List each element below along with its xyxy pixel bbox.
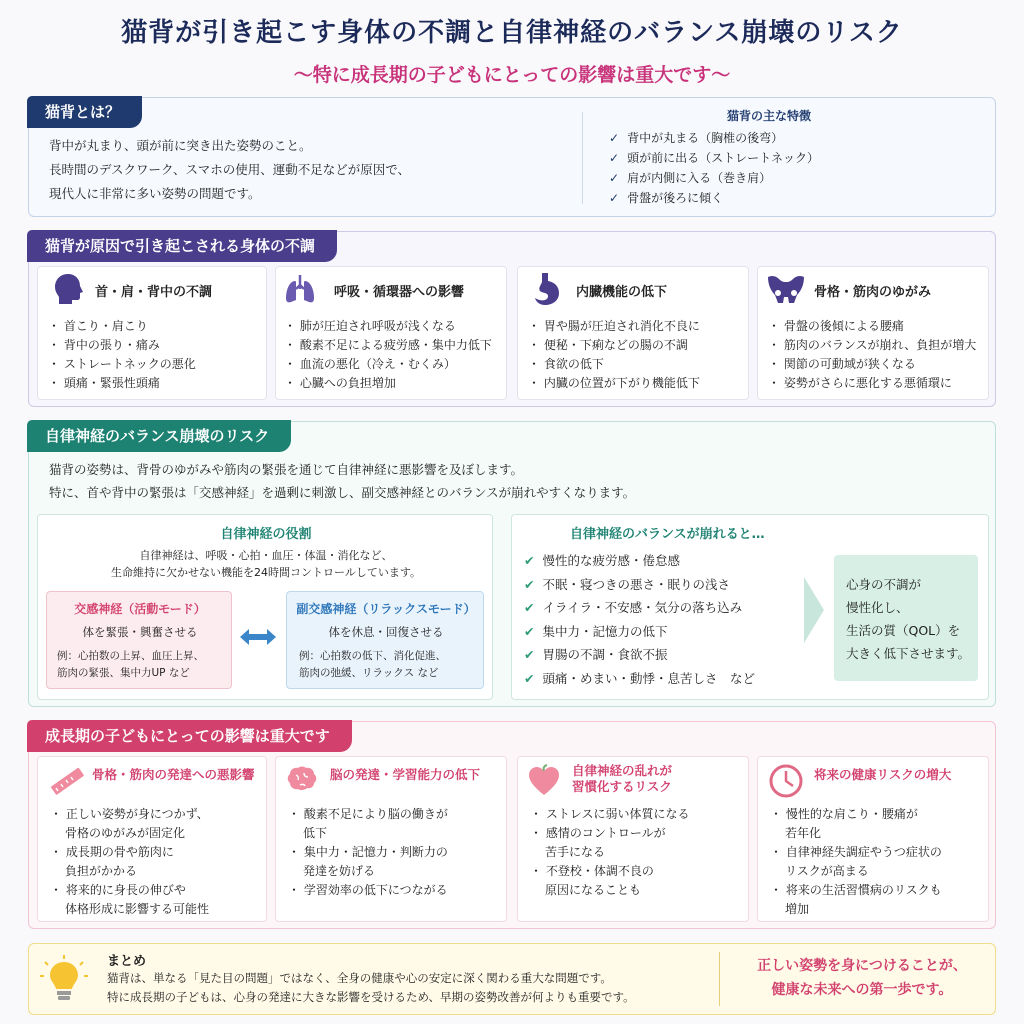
card-list bbox=[288, 805, 448, 900]
list-item bbox=[524, 667, 755, 691]
section-heading: 猫背が原因で引き起こされる身体の不調 bbox=[27, 230, 337, 262]
problem-card bbox=[275, 266, 507, 400]
features-list bbox=[609, 128, 819, 208]
summary-text bbox=[107, 969, 635, 1007]
check-icon: ✓ bbox=[609, 171, 620, 185]
list-item-text: 便秘・下痢などの腸の不調 bbox=[543, 338, 688, 352]
check-circle-icon: ✔ bbox=[524, 670, 535, 686]
list-item-text: 発達を妨げる bbox=[303, 864, 376, 878]
role-text bbox=[38, 547, 494, 581]
impact-card bbox=[37, 756, 267, 922]
quote-line: 健康な未来への第一歩です。 bbox=[771, 982, 953, 998]
list-item: ・ 食欲の低下 bbox=[528, 357, 604, 371]
list-item: ・ 将来の生活習慣病のリスクも bbox=[770, 883, 942, 897]
list-item-text: 集中力・記憶力の低下 bbox=[542, 623, 668, 639]
quote-line: 正しい姿勢を身につけることが、 bbox=[757, 958, 967, 974]
list-item: ・ 胃や腸が圧迫され消化不良に bbox=[528, 319, 700, 333]
stomach-icon bbox=[526, 269, 566, 309]
role-line: 自律神経は、呼吸・心拍・血圧・体温・消化など、 bbox=[139, 549, 393, 562]
list-item: ・ 学習効率の低下につながる bbox=[288, 883, 448, 897]
list-item-text: 若年化 bbox=[785, 826, 822, 840]
list-item-text: 不登校・体調不良の bbox=[545, 864, 654, 878]
list-item-text: 関節の可動域が狭くなる bbox=[783, 357, 916, 371]
role-line: 生命維持に欠かせない機能を24時間コントロールしています。 bbox=[111, 566, 421, 579]
list-item-text: 背中の張り・痛み bbox=[63, 338, 160, 352]
list-item-text: ストレスに弱い体質になる bbox=[545, 807, 690, 821]
list-item-text: 頭痛・緊張性頭痛 bbox=[63, 376, 160, 390]
list-item: ・ 内臓の位置が下がり機能低下 bbox=[528, 376, 700, 390]
card-title bbox=[572, 763, 672, 795]
list-item: ・ 集中力・記憶力・判断力の bbox=[288, 845, 448, 859]
divider bbox=[719, 952, 720, 1006]
summary-title: まとめ bbox=[107, 954, 147, 969]
check-icon: ✓ bbox=[609, 131, 620, 145]
list-item: ・ 不登校・体調不良の bbox=[530, 864, 654, 878]
example-line: 例：心拍数の低下、消化促進、 bbox=[299, 650, 446, 662]
problem-card bbox=[517, 266, 749, 400]
list-item-text: 増加 bbox=[785, 902, 810, 916]
double-arrow-icon bbox=[238, 625, 278, 649]
card-title bbox=[814, 767, 951, 783]
check-circle-icon: ✔ bbox=[524, 553, 535, 568]
list-item-text: 酸素不足により脳の働きが bbox=[303, 807, 448, 821]
list-item bbox=[524, 573, 755, 597]
list-item-text: 低下 bbox=[303, 826, 328, 840]
feature-label: 背中が丸まる（胸椎の後弯） bbox=[627, 131, 784, 145]
card-title-line: 脳の発達・学習能力の低下 bbox=[330, 767, 481, 782]
head-icon bbox=[48, 269, 88, 309]
result-text bbox=[846, 573, 970, 665]
list-item-text: リスクが高まる bbox=[785, 864, 869, 878]
list-item bbox=[524, 596, 755, 620]
list-item bbox=[524, 643, 755, 667]
card-list bbox=[284, 317, 492, 393]
list-item bbox=[288, 862, 448, 881]
parasympathetic-desc: 体を休息・回復させる bbox=[328, 625, 444, 639]
ruler-icon bbox=[46, 761, 86, 801]
example-line: 筋肉の弛緩、リラックス など bbox=[299, 667, 439, 679]
result-line: 心身の不調が bbox=[846, 577, 922, 592]
list-item: ・ 便秘・下痢などの腸の不調 bbox=[528, 338, 688, 352]
collapse-title: 自律神経のバランスが崩れると… bbox=[570, 527, 765, 542]
card-title-line: 自律神経の乱れが bbox=[572, 763, 673, 778]
list-item-text: イライラ・不安感・気分の落ち込み bbox=[542, 600, 743, 615]
section-autonomic-risk bbox=[28, 421, 996, 707]
list-item-text: 負担がかかる bbox=[65, 864, 138, 878]
card-title bbox=[330, 767, 480, 783]
check-circle-icon: ✔ bbox=[524, 576, 535, 592]
check-circle-icon: ✔ bbox=[524, 623, 535, 639]
list-item: ・ 感情のコントロールが bbox=[530, 826, 666, 840]
list-item bbox=[770, 862, 942, 881]
list-item-text: 自律神経失調症やうつ症状の bbox=[785, 845, 942, 859]
list-item-text: 骨盤の後傾による腰痛 bbox=[783, 319, 904, 333]
parasympathetic-examples bbox=[299, 648, 446, 682]
list-item-text: 集中力・記憶力・判断力の bbox=[303, 845, 448, 859]
card-title: 呼吸・循環器への影響 bbox=[334, 285, 465, 300]
result-line: 生活の質（QOL）を bbox=[846, 623, 961, 638]
summary-line: 猫背は、単なる「見た目の問題」ではなく、全身の健康や心の安定に深く関わる重大な問題です。 bbox=[107, 971, 612, 985]
impact-card bbox=[757, 756, 989, 922]
list-item-text: 感情のコントロールが bbox=[545, 826, 666, 840]
lungs-icon bbox=[280, 269, 320, 309]
card-list bbox=[48, 317, 196, 393]
card-list bbox=[770, 805, 942, 919]
list-item: ・ 頭痛・緊張性頭痛 bbox=[48, 376, 160, 390]
brain-icon bbox=[282, 761, 322, 801]
list-item: ・ 関節の可動域が狭くなる bbox=[768, 357, 916, 371]
role-title: 自律神経の役割 bbox=[220, 527, 312, 542]
card-title-line: 骨格・筋肉の発達への悪影響 bbox=[92, 767, 255, 782]
section-heading: 成長期の子どもにとっての影響は重大です bbox=[27, 720, 352, 752]
list-item: ・ 正しい姿勢が身につかず、 bbox=[50, 807, 209, 821]
list-item bbox=[288, 824, 448, 843]
sympathetic-box bbox=[46, 591, 232, 689]
section-heading: 自律神経のバランス崩壊のリスク bbox=[27, 420, 291, 452]
list-item: ・ 慢性的な肩こり・腰痛が bbox=[770, 807, 918, 821]
list-item: ・ 将来的に身長の伸びや bbox=[50, 883, 186, 897]
feature-label: 骨盤が後ろに傾く bbox=[627, 191, 724, 205]
intro-line: 猫背の姿勢は、背骨のゆがみや筋肉の緊張を通じて自律神経に悪影響を及ぼします。 bbox=[49, 462, 524, 477]
sympathetic-title: 交感神経（活動モード） bbox=[74, 602, 206, 616]
list-item: ・ 成長期の骨や筋肉に bbox=[50, 845, 174, 859]
clock-icon bbox=[766, 761, 806, 801]
card-title: 骨格・筋肉のゆがみ bbox=[814, 285, 932, 300]
lightbulb-icon bbox=[39, 954, 89, 1006]
sympathetic-examples bbox=[57, 648, 204, 682]
list-item bbox=[524, 549, 755, 573]
pelvis-icon bbox=[764, 269, 808, 309]
intro-line: 特に、首や背中の緊張は「交感神経」を過剰に刺激し、副交感神経とのバランスが崩れやすくなります。 bbox=[49, 485, 636, 500]
list-item bbox=[524, 620, 755, 644]
list-item-text: 胃腸の不調・食欲不振 bbox=[542, 647, 668, 662]
card-list bbox=[50, 805, 209, 919]
page-title: 猫背が引き起こす身体の不調と自律神経のバランス崩壊のリスク bbox=[121, 18, 903, 48]
check-circle-icon: ✔ bbox=[524, 600, 535, 615]
list-item: ・ 酸素不足による疲労感・集中力低下 bbox=[284, 338, 492, 352]
list-item: ・ 心臓への負担増加 bbox=[284, 376, 396, 390]
result-line: 大きく低下させます。 bbox=[846, 646, 971, 661]
list-item-text: 肺が圧迫され呼吸が浅くなる bbox=[299, 319, 456, 333]
list-item-text: 不眠・寝つきの悪さ・眠りの浅さ bbox=[542, 576, 730, 592]
list-item: ・ 骨盤の後傾による腰痛 bbox=[768, 319, 904, 333]
card-list bbox=[768, 317, 976, 393]
list-item: ・ 背中の張り・痛み bbox=[48, 338, 160, 352]
result-box bbox=[834, 555, 978, 681]
section-children-impact bbox=[28, 721, 996, 929]
result-line: 慢性化し、 bbox=[846, 600, 909, 615]
list-item bbox=[530, 843, 689, 862]
list-item: ・ ストレスに弱い体質になる bbox=[530, 807, 690, 821]
list-item: ・ 自律神経失調症やうつ症状の bbox=[770, 845, 942, 859]
feature-label: 肩が内側に入る（巻き肩） bbox=[627, 171, 772, 185]
list-item-text: 学習効率の低下につながる bbox=[303, 883, 448, 897]
list-item-text: 慢性的な疲労感・倦怠感 bbox=[542, 553, 680, 568]
list-item bbox=[770, 900, 942, 919]
feature-item bbox=[609, 128, 819, 148]
check-icon: ✓ bbox=[609, 191, 620, 205]
list-item-text: 頭痛・めまい・動悸・息苦しさ など bbox=[542, 670, 755, 686]
list-item-text: 姿勢がさらに悪化する悪循環に bbox=[783, 376, 952, 390]
list-item-text: 慢性的な肩こり・腰痛が bbox=[785, 807, 918, 821]
list-item bbox=[770, 824, 942, 843]
role-panel bbox=[37, 514, 493, 700]
intro-text bbox=[49, 458, 635, 504]
summary-line: 特に成長期の子どもは、心身の発達に大きな影響を受けるため、早期の姿勢改善が何よりも重要です。 bbox=[107, 990, 635, 1004]
definition-line: 現代人に非常に多い姿勢の問題です。 bbox=[49, 186, 261, 201]
card-title: 内臓機能の低下 bbox=[576, 285, 668, 300]
parasympathetic-title: 副交感神経（リラックスモード） bbox=[296, 602, 476, 616]
list-item-text: 成長期の骨や筋肉に bbox=[65, 845, 174, 859]
card-title-line: 習慣化するリスク bbox=[572, 779, 672, 794]
list-item-text: 内臓の位置が下がり機能低下 bbox=[543, 376, 700, 390]
section-what-is-nekoze bbox=[28, 97, 996, 217]
arrow-right-icon bbox=[802, 575, 826, 645]
definition-text bbox=[49, 134, 410, 206]
list-item-text: 心臓への負担増加 bbox=[299, 376, 396, 390]
list-item-text: 酸素不足による疲労感・集中力低下 bbox=[299, 338, 492, 352]
card-title-line: 将来の健康リスクの増大 bbox=[814, 767, 952, 782]
list-item-text: 血流の悪化（冷え・むくみ） bbox=[299, 357, 456, 371]
collapse-list bbox=[524, 549, 755, 690]
card-title bbox=[92, 767, 255, 783]
problem-card bbox=[37, 266, 267, 400]
list-item: ・ 姿勢がさらに悪化する悪循環に bbox=[768, 376, 952, 390]
problem-card bbox=[757, 266, 989, 400]
list-item-text: 胃や腸が圧迫され消化不良に bbox=[543, 319, 700, 333]
section-heading: 猫背とは？ bbox=[27, 96, 142, 128]
impact-card bbox=[517, 756, 749, 922]
list-item bbox=[530, 881, 689, 900]
sympathetic-desc: 体を緊張・興奮させる bbox=[82, 625, 198, 639]
card-title: 首・肩・背中の不調 bbox=[95, 285, 213, 300]
list-item: ・ 筋肉のバランスが崩れ、負担が増大 bbox=[768, 338, 977, 352]
card-list bbox=[528, 317, 700, 393]
check-icon: ✓ bbox=[609, 151, 620, 165]
feature-label: 頭が前に出る（ストレートネック） bbox=[627, 151, 819, 165]
list-item: ・ 首こり・肩こり bbox=[48, 319, 148, 333]
heart-icon bbox=[524, 761, 564, 801]
parasympathetic-box bbox=[286, 591, 484, 689]
list-item bbox=[50, 900, 209, 919]
divider bbox=[582, 112, 583, 204]
example-line: 筋肉の緊張、集中力UP など bbox=[57, 667, 190, 679]
collapse-panel bbox=[511, 514, 989, 700]
list-item-text: 苦手になる bbox=[545, 845, 606, 859]
check-circle-icon: ✔ bbox=[524, 647, 535, 662]
impact-card bbox=[275, 756, 507, 922]
list-item-text: 筋肉のバランスが崩れ、負担が増大 bbox=[783, 338, 977, 352]
list-item: ・ ストレートネックの悪化 bbox=[48, 357, 196, 371]
list-item-text: 将来の生活習慣病のリスクも bbox=[785, 883, 942, 897]
list-item bbox=[50, 824, 209, 843]
feature-item bbox=[609, 168, 819, 188]
example-line: 例：心拍数の上昇、血圧上昇、 bbox=[57, 650, 204, 662]
page-subtitle: 〜特に成長期の子どもにとっての影響は重大です〜 bbox=[293, 64, 731, 86]
feature-item bbox=[609, 188, 819, 208]
summary-quote bbox=[729, 954, 995, 1002]
list-item: ・ 酸素不足により脳の働きが bbox=[288, 807, 448, 821]
section-physical-problems bbox=[28, 231, 996, 407]
list-item-text: 食欲の低下 bbox=[543, 357, 604, 371]
list-item: ・ 血流の悪化（冷え・むくみ） bbox=[284, 357, 456, 371]
list-item-text: 原因になることも bbox=[545, 883, 642, 897]
definition-line: 背中が丸まり、頭が前に突き出た姿勢のこと。 bbox=[49, 138, 312, 153]
list-item-text: ストレートネックの悪化 bbox=[63, 357, 196, 371]
list-item bbox=[50, 862, 209, 881]
feature-item bbox=[609, 148, 819, 168]
card-list bbox=[530, 805, 689, 900]
list-item-text: 正しい姿勢が身につかず、 bbox=[65, 807, 209, 821]
list-item: ・ 肺が圧迫され呼吸が浅くなる bbox=[284, 319, 456, 333]
definition-line: 長時間のデスクワーク、スマホの使用、運動不足などが原因で、 bbox=[49, 162, 411, 177]
list-item-text: 体格形成に影響する可能性 bbox=[65, 902, 210, 916]
section-summary bbox=[28, 943, 996, 1015]
list-item-text: 首こり・肩こり bbox=[63, 319, 148, 333]
list-item-text: 将来的に身長の伸びや bbox=[65, 883, 186, 897]
features-title: 猫背の主な特徴 bbox=[726, 109, 811, 123]
list-item-text: 骨格のゆがみが固定化 bbox=[65, 826, 186, 840]
